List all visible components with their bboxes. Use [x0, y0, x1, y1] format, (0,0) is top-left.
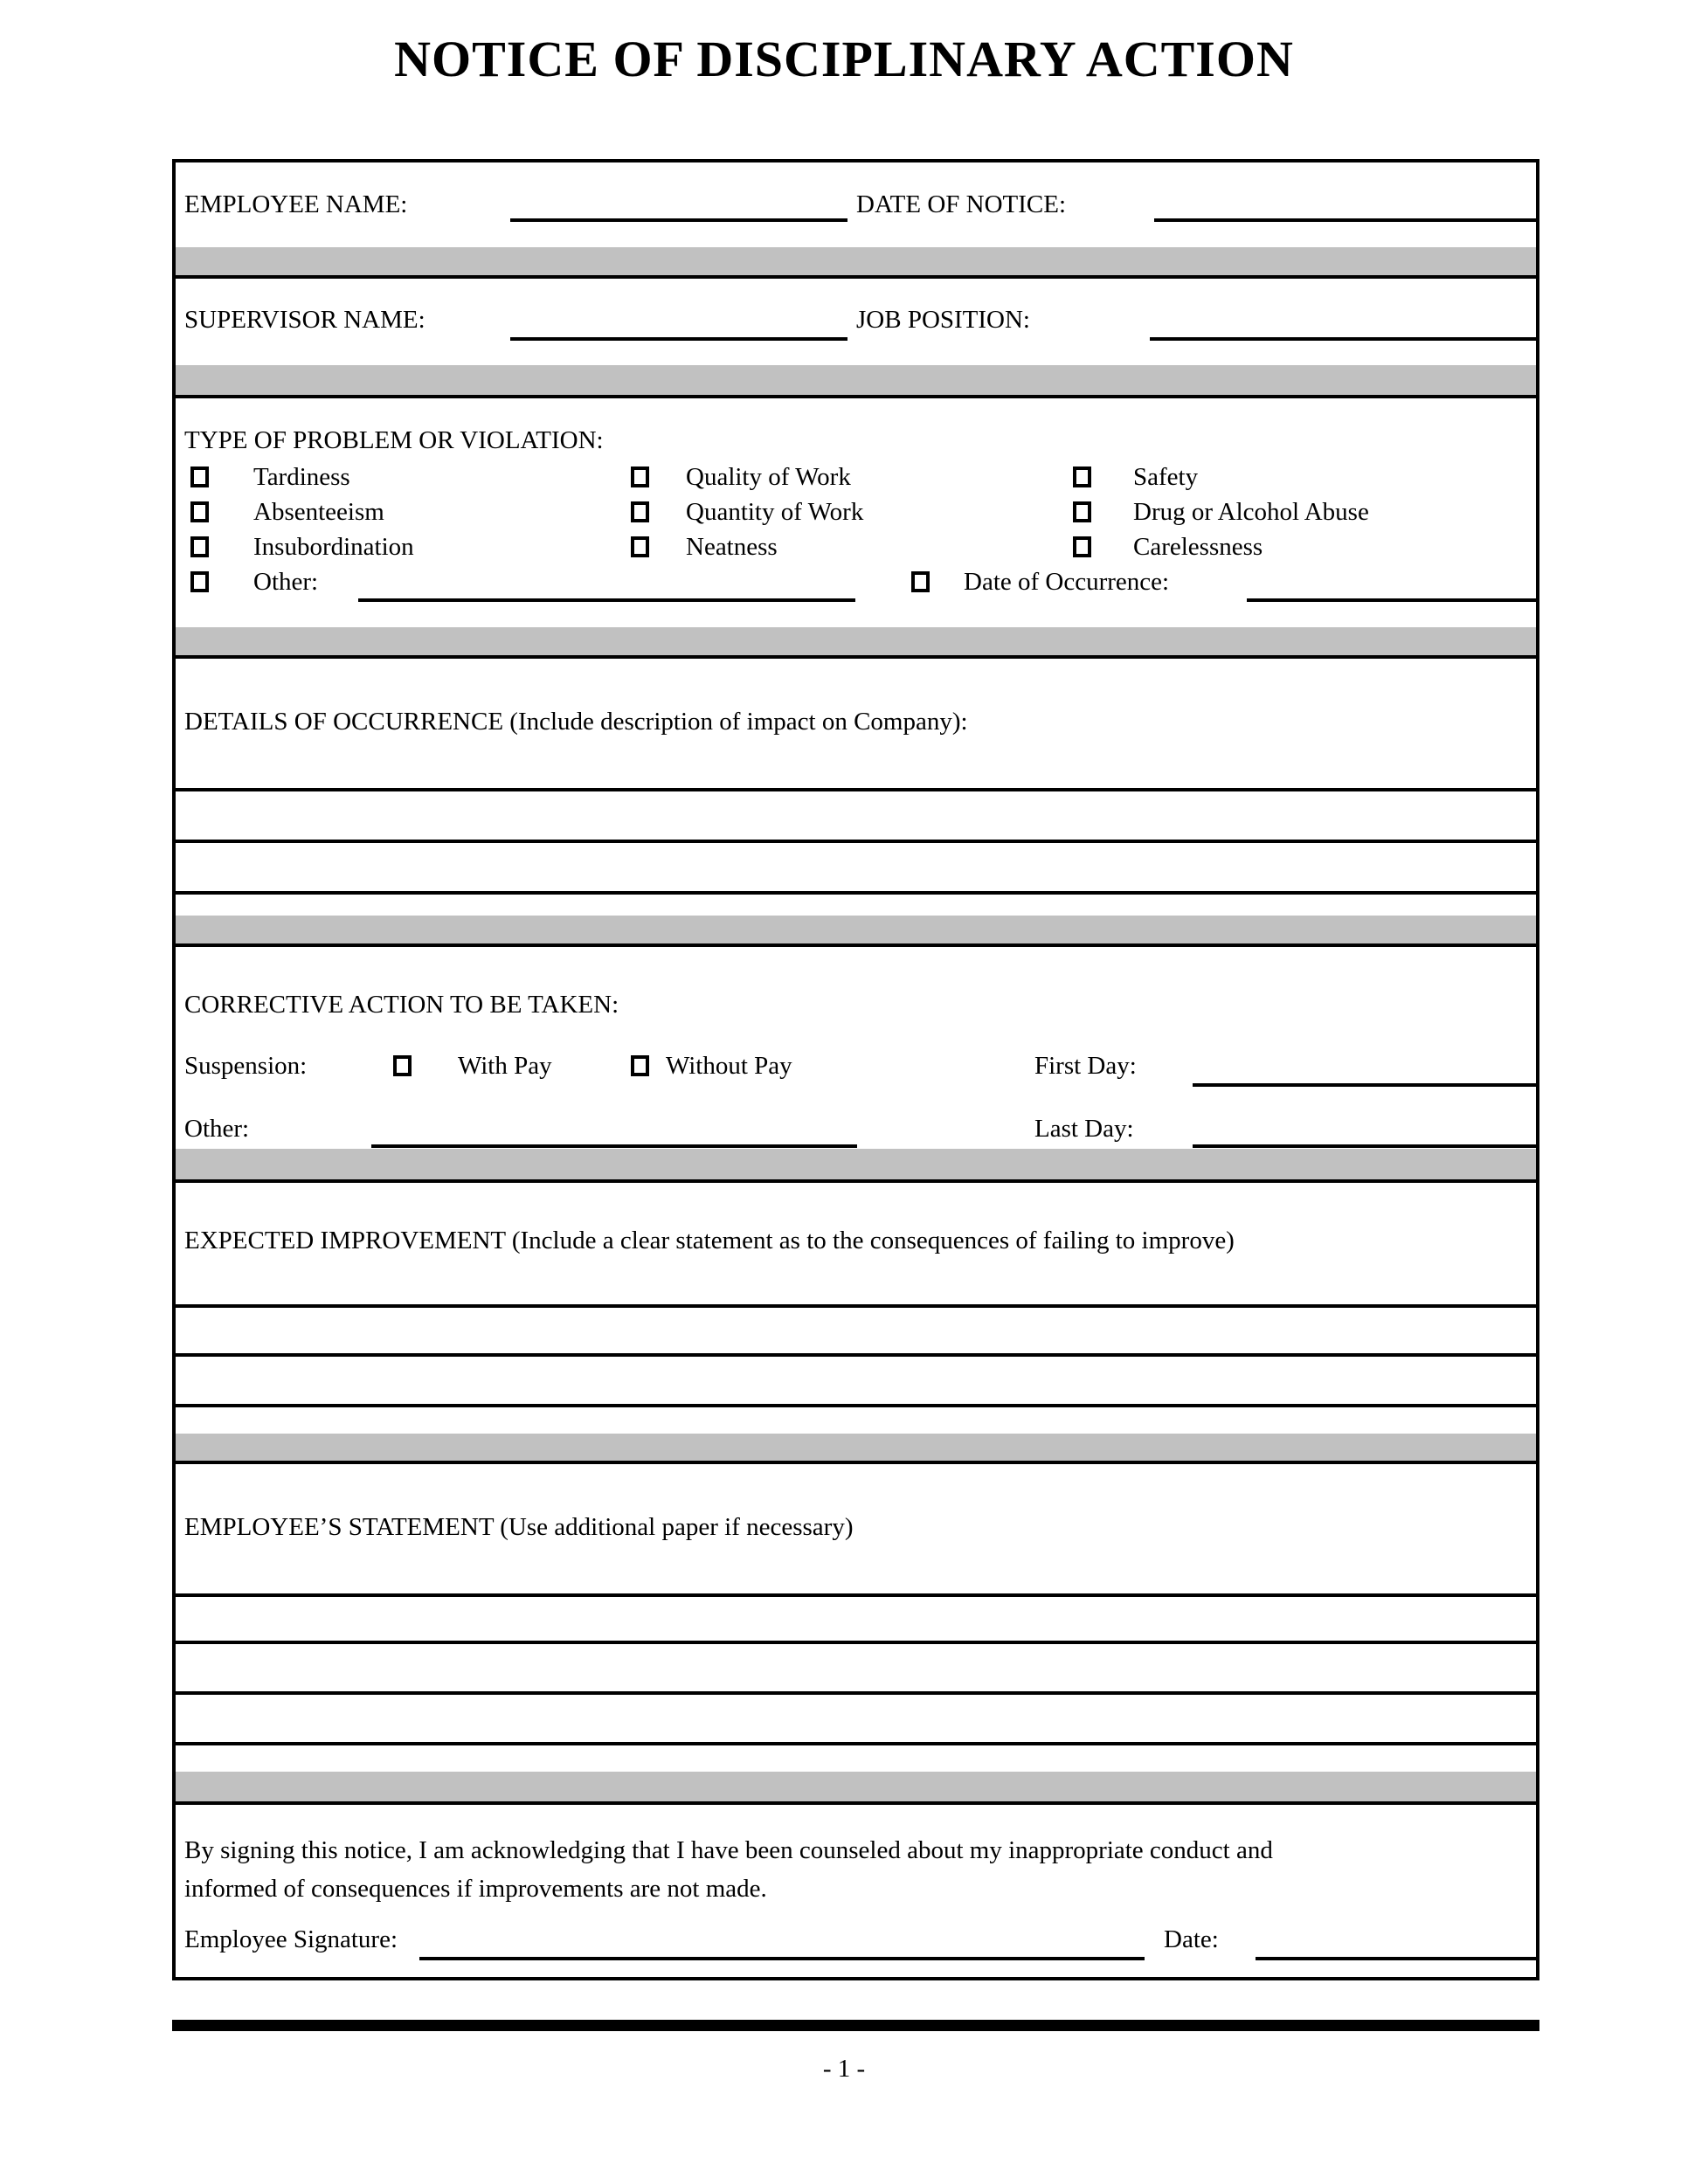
employee-statement-heading: EMPLOYEE’S STATEMENT (Use additional paper if necessary): [184, 1513, 854, 1541]
checkbox-absenteeism[interactable]: [190, 501, 209, 522]
employee-signature-label: Employee Signature:: [184, 1925, 398, 1953]
carelessness-label: Carelessness: [1133, 533, 1263, 561]
suspension-label: Suspension:: [184, 1052, 308, 1080]
expected-writing-row-1[interactable]: [176, 1308, 1536, 1357]
disciplinary-action-form: [172, 159, 1539, 1980]
other-action-line[interactable]: [371, 1144, 857, 1148]
details-heading: DETAILS OF OCCURRENCE (Include description of impact on Company):: [184, 708, 968, 736]
checkbox-other-violation[interactable]: [190, 571, 209, 592]
section-supervisor-header: [176, 279, 1536, 365]
checkbox-with-pay[interactable]: [393, 1055, 412, 1076]
signature-date-line[interactable]: [1256, 1957, 1536, 1960]
details-writing-row-1[interactable]: [176, 791, 1536, 843]
signature-date-label: Date:: [1164, 1925, 1219, 1953]
corrective-action-heading: CORRECTIVE ACTION TO BE TAKEN:: [184, 991, 619, 1019]
supervisor-name-label: SUPERVISOR NAME:: [184, 306, 425, 334]
tardiness-label: Tardiness: [253, 463, 350, 491]
last-day-line[interactable]: [1193, 1144, 1536, 1148]
other-action-label: Other:: [184, 1115, 250, 1143]
section-separator: [176, 1772, 1536, 1805]
page-number: - 1 -: [822, 2055, 866, 2083]
section-separator: [176, 627, 1536, 659]
section-separator: [176, 365, 1536, 398]
quality-of-work-label: Quality of Work: [686, 463, 851, 491]
expected-writing-row-3[interactable]: [176, 1407, 1536, 1434]
section-separator: [176, 916, 1536, 947]
last-day-label: Last Day:: [1034, 1115, 1134, 1143]
quantity-of-work-label: Quantity of Work: [686, 498, 864, 526]
without-pay-label: Without Pay: [666, 1052, 792, 1080]
checkbox-quantity-of-work[interactable]: [631, 501, 649, 522]
checkbox-safety[interactable]: [1073, 467, 1091, 487]
checkbox-insubordination[interactable]: [190, 536, 209, 557]
checkbox-without-pay[interactable]: [631, 1055, 649, 1076]
section-violation-type: [176, 398, 1536, 627]
section-acknowledgment: [176, 1805, 1536, 1977]
date-of-occurrence-line[interactable]: [1247, 598, 1536, 602]
section-expected-improvement: [176, 1183, 1536, 1308]
expected-improvement-heading: EXPECTED IMPROVEMENT (Include a clear statement as to the consequences of failing to improve): [184, 1227, 1235, 1254]
other-violation-label: Other:: [253, 568, 319, 596]
checkbox-quality-of-work[interactable]: [631, 467, 649, 487]
absenteeism-label: Absenteeism: [253, 498, 384, 526]
section-separator: [176, 1434, 1536, 1464]
checkbox-drug-or-alcohol-abuse[interactable]: [1073, 501, 1091, 522]
section-separator: [176, 1149, 1536, 1183]
page-title: NOTICE OF DISCIPLINARY ACTION: [394, 31, 1294, 87]
details-writing-row-2[interactable]: [176, 843, 1536, 895]
employee-name-label: EMPLOYEE NAME:: [184, 190, 408, 218]
section-details-of-occurrence: [176, 659, 1536, 791]
job-position-label: JOB POSITION:: [856, 306, 1030, 334]
insubordination-label: Insubordination: [253, 533, 414, 561]
acknowledgment-line-1: By signing this notice, I am acknowledging that I have been counseled about my inappropriate conduct and: [184, 1836, 1273, 1864]
section-employee-header: [176, 162, 1536, 247]
checkbox-date-of-occurrence[interactable]: [911, 571, 930, 592]
job-position-line[interactable]: [1150, 337, 1536, 341]
checkbox-carelessness[interactable]: [1073, 536, 1091, 557]
checkbox-neatness[interactable]: [631, 536, 649, 557]
date-of-occurrence-label: Date of Occurrence:: [964, 568, 1170, 596]
statement-writing-row-2[interactable]: [176, 1644, 1536, 1695]
first-day-label: First Day:: [1034, 1052, 1137, 1080]
date-of-notice-label: DATE OF NOTICE:: [856, 190, 1067, 218]
details-writing-row-3[interactable]: [176, 895, 1536, 916]
employee-name-line[interactable]: [510, 218, 847, 222]
drug-or-alcohol-abuse-label: Drug or Alcohol Abuse: [1133, 498, 1369, 526]
supervisor-name-line[interactable]: [510, 337, 847, 341]
safety-label: Safety: [1133, 463, 1199, 491]
with-pay-label: With Pay: [458, 1052, 552, 1080]
expected-writing-row-2[interactable]: [176, 1357, 1536, 1407]
checkbox-tardiness[interactable]: [190, 467, 209, 487]
acknowledgment-text: [184, 1831, 1273, 1908]
section-corrective-action: [176, 947, 1536, 1149]
neatness-label: Neatness: [686, 533, 778, 561]
violation-heading: TYPE OF PROBLEM OR VIOLATION:: [184, 426, 604, 454]
employee-signature-line[interactable]: [419, 1957, 1145, 1960]
acknowledgment-line-2: informed of consequences if improvements are not made.: [184, 1875, 767, 1903]
statement-writing-row-3[interactable]: [176, 1695, 1536, 1745]
first-day-line[interactable]: [1193, 1083, 1536, 1087]
statement-writing-row-4[interactable]: [176, 1745, 1536, 1772]
date-of-notice-line[interactable]: [1154, 218, 1536, 222]
section-employee-statement: [176, 1464, 1536, 1597]
section-separator: [176, 247, 1536, 279]
footer-rule: [172, 2020, 1539, 2031]
statement-writing-row-1[interactable]: [176, 1597, 1536, 1644]
other-violation-line[interactable]: [358, 598, 855, 602]
